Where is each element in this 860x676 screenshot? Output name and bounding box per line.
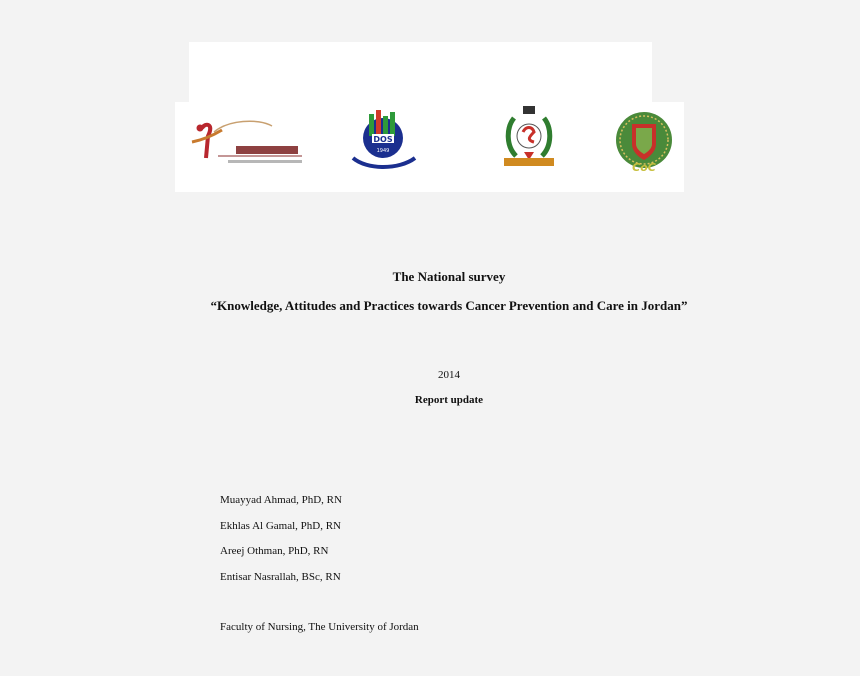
rms-emblem (500, 106, 558, 172)
author-item: Muayyad Ahmad, PhD, RN (220, 494, 342, 506)
header-blank-area (189, 42, 652, 104)
author-list (220, 494, 342, 596)
author-item: Areej Othman, PhD, RN (220, 545, 329, 557)
report-subtitle: “Knowledge, Attitudes and Practices towards Cancer Prevention and Care in Jordan” (210, 298, 688, 313)
report-title: The National survey (392, 269, 506, 284)
report-type: Report update (414, 394, 484, 406)
svg-text:DOS: DOS (373, 135, 393, 144)
svg-text:CoC: CoC (632, 161, 656, 174)
dos-logo (349, 106, 419, 176)
khcc-logo (188, 118, 306, 174)
author-item: Ekhlas Al Gamal, PhD, RN (220, 519, 341, 532)
coc-emblem (614, 110, 674, 174)
author-item: Entisar Nasrallah, BSc, RN (220, 570, 341, 583)
affiliation: Faculty of Nursing, The University of Jordan (220, 621, 419, 633)
svg-text:1949: 1949 (376, 148, 390, 154)
report-year: 2014 (438, 369, 460, 381)
